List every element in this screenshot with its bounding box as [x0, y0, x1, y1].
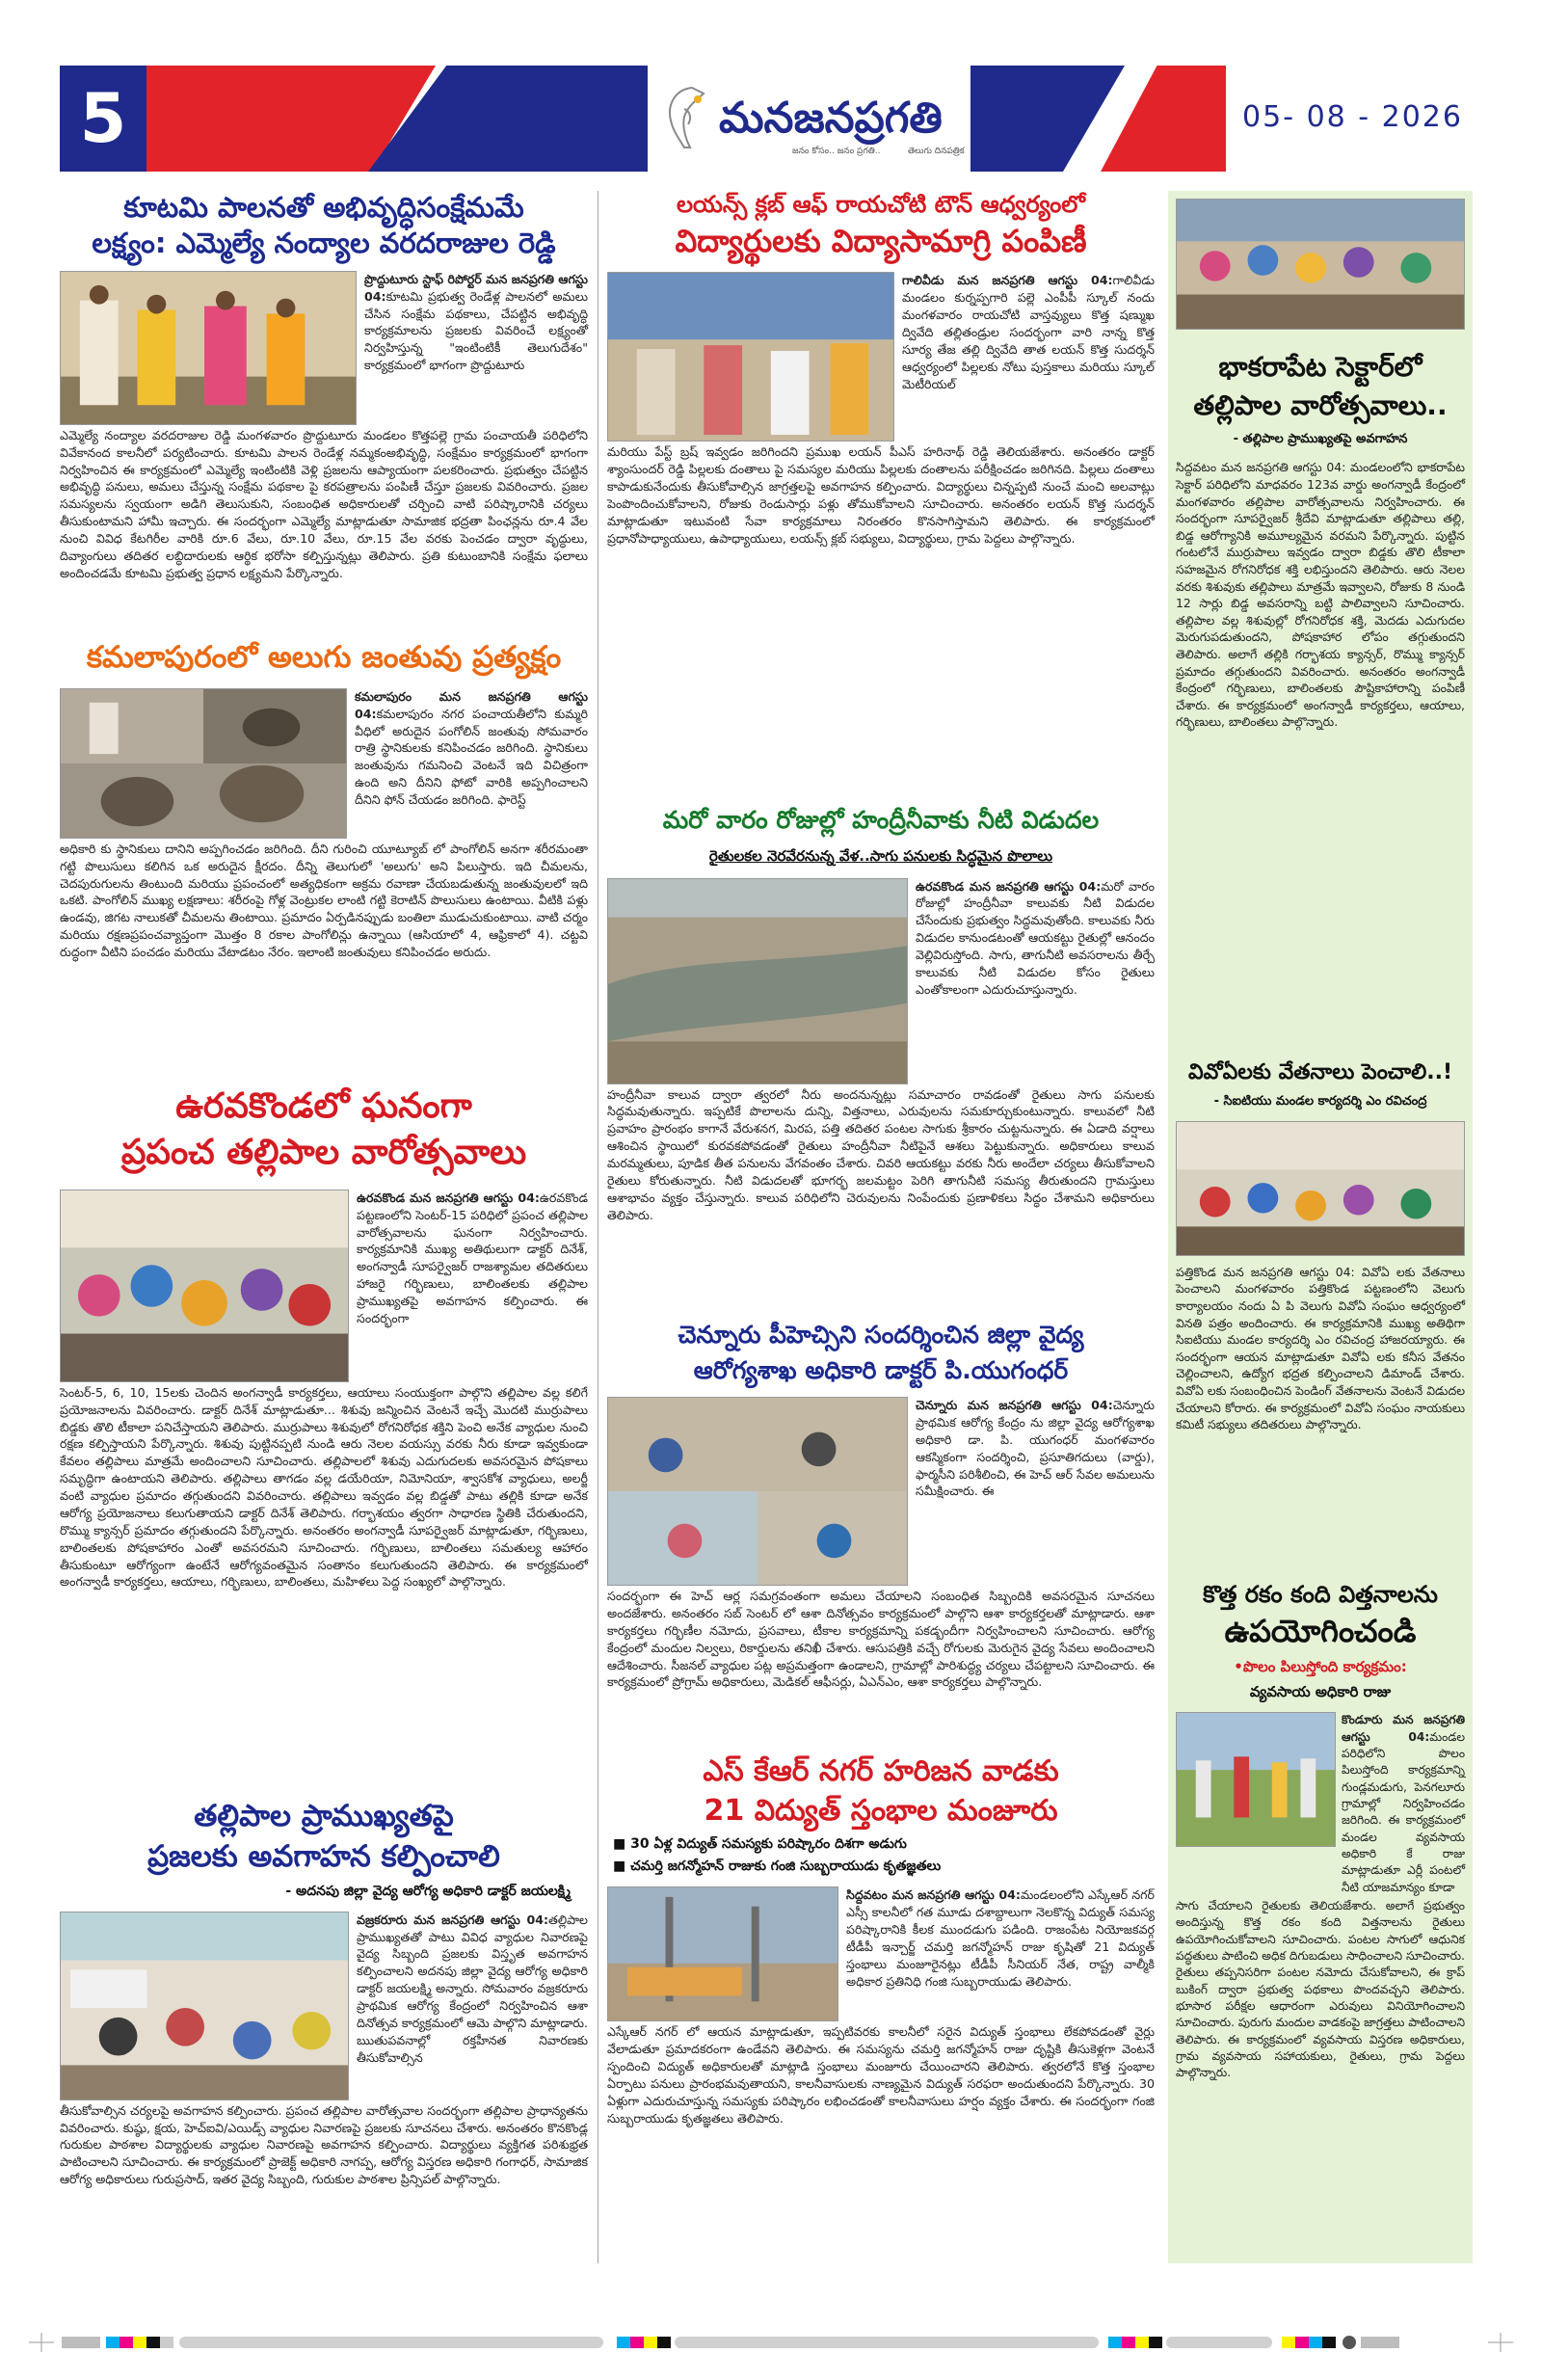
article-headline: ప్రపంచ తల్లిపాల వారోత్సవాలు: [120, 1132, 527, 1172]
article-headline: తల్లిపాల వారోత్సవాలు..: [1193, 389, 1448, 422]
sidebar-article-bhakarapeta: [1176, 199, 1465, 731]
article-photo: [607, 272, 894, 441]
article-dateline: ఉరవకొండ మన జనప్రగతి ఆగస్టు 04:: [357, 1190, 540, 1205]
article-headline: తల్లిపాల ప్రాముఖ్యతపై: [194, 1799, 454, 1833]
paper-logo: [648, 66, 970, 172]
article-lions-club: [607, 191, 1155, 548]
article-dateline: కమలాపురం మన జనప్రగతి ఆగస్టు 04:: [355, 688, 588, 721]
article-headline: భాకరాపేట సెక్టార్‌లో: [1218, 351, 1422, 383]
article-headline: లక్ష్యం: ఎమ్మెల్యే నంద్యాల వరదరాజుల రెడ్డి: [92, 227, 556, 260]
article-subhead: వ్యవసాయ అధికారి రాజు: [1249, 1683, 1392, 1701]
article-subhead: •పొలం పిలుస్తోంది కార్యక్రమం:: [1234, 1658, 1407, 1676]
masthead-red-band-right: [1101, 66, 1226, 172]
article-headline: విద్యార్థులకు విద్యాసామాగ్రి పంపిణీ: [675, 223, 1087, 260]
article-text: సందర్భంగా ఈ హెచ్ ఆర్ల సమగ్రవంతంగా అమలు చేయాలని సంబంధిత సిబ్బందికి అవసరమైన సూచనలు అందజేశారు. అనంతరం సబ్ సెంటర్ లో ఆశా దినోత్సవం కార్యక్రమంలో పాల్గొని ఆశా కార్యకర్తలతో మాట్లాడారు. ఆశా కార్యకర్తలు గర్భిణీల నమోదు, ప్రసవాలు, టీకాల కార్యక్రమాన్ని పకడ్బందీగా నిర్వహించాలని సూచించారు. ఆరోగ్య కేంద్రంలో మందుల నిల్వలు, రికార్డులను తనిఖీ చేశారు. ఆసుపత్రికి వచ్చే రోగులకు మెరుగైన వైద్య సేవలు అందించాలని ఆదేశించారు. సీజనల్ వ్యాధుల పట్ల అప్రమత్తంగా ఉండాలని, గ్రామాల్లో పారిశుద్ధ్య చర్యలు చేపట్టాలని సూచించారు. ఈ కార్యక్రమంలో ప్రోగ్రామ్ అధికారులు, మెడికల్ ఆఫీసర్లు, ఏఎన్ఎం, ఆశా కార్యకర్తలు పాల్గొన్నారు.: [607, 1589, 1155, 1690]
article-bullet: ■ చమర్తి జగన్మోహన్ రాజుకు గంజి సుబ్బరాయుడు కృతజ్ఞతలు: [613, 1859, 942, 1875]
paper-tagline-right: తెలుగు దినపత్రిక: [908, 147, 965, 156]
article-photo: [60, 1190, 349, 1382]
article-chennur-phc: [607, 1321, 1155, 1691]
article-uravakonda: [60, 1085, 588, 1591]
article-photo: [1176, 1712, 1336, 1847]
article-text: గాలివీడు మండలం కుర్నప్పగారి పల్లె ఎంపీపీ స్కూల్ నందు మంగళవారం రాయచోటి వాస్తవ్యులు కొత్త షణ్ముఖ ద్వివేది తల్లితండ్రుల సందర్భంగా వారి నాన్న కొత్త సూర్య తేజ తల్లి ద్వివేది తాత లయన్ కొత్త సుదర్శన్ ఆధ్వర్యంలో పిల్లలకు నోటు పుస్తకాలు మరియు స్కూల్ మెటీరియల్: [902, 273, 1155, 391]
article-headline: ఉరవకొండలో ఘనంగా: [175, 1086, 472, 1126]
sidebar-article-seeds: [1176, 1581, 1465, 2082]
article-headline: వివోఏలకు వేతనాలు పెంచాలి..!: [1187, 1060, 1452, 1084]
article-text: అధికారి కు స్థానికులు దానిని అప్పగించడం జరిగింది. దీని గురించి యూట్యూబ్ లో పాంగోలిన్ అనగా శరీరమంతా గట్టి పొలుసులు కలిగిన ఒక అరుదైన క్షీరదం. దీన్ని తెలుగులో 'అలుగు' అని పిలుస్తారు. ఇది చీమలను, చెదపురుగులను తింటుంది మరియు ప్రపంచంలో అత్యధికంగా అక్రమ రవాణా చేయబడుతున్న జంతువులలో ఇది ఒకటి. పాంగోలిన్ ముఖ్య లక్షణాలు: శరీరంపై గోళ్ల వెంట్రుకల లాంటి గట్టి కెరాటిన్ పొలుసులు ఉంటాయి. వీటికి పళ్లు ఉండవు, జిగట నాలుకతో చీమలను తింటాయి. ప్రమాదం ఏర్పడినప్పుడు బంతిలా ముడుచుకుంటాయి. వాటి చర్మం మరియు రక్షణప్రపంచవ్యాప్తంగా మొత్తం 8 రకాల పాంగోలిన్లు ఉన్నాయి (ఆసియాలో 4, ఆఫ్రికాలో 4). చట్టవి రుద్ధంగా వీటిని పంచడం మరియు వేటాడటం నేరం. ఇలాంటి జంతువులు కనిపించడం అరుదు.: [60, 841, 588, 960]
print-registration-marks: [0, 2331, 1542, 2354]
article-headline: కొత్త రకం కంది విత్తనాలను: [1203, 1581, 1438, 1608]
article-skr-nagar: [607, 1754, 1155, 2126]
article-subhead: - సిఐటియు మండల కార్యదర్శి ఎం రవిచంద్ర: [1213, 1093, 1427, 1109]
article-text: ఎమ్మెల్యే నంద్యాల వరదరాజుల రెడ్డి మంగళవారం ప్రొద్దుటూరు మండలం కొత్తపల్లె గ్రామ పంచాయతీ పరిధిలోని వివేకానంద కాలనీలో పర్యటించారు. కూటమి పాలన రెండేళ్ల నమ్మకంఅభివృద్ధి, సంక్షేమం కార్యక్రమంలో భాగంగా నిర్వహించిన ఈ కార్యక్రమంలో ఎమ్మెల్యే ఇంటింటికి వెళ్లి ప్రజలను ఆప్యాయంగా పలకరించారు. ప్రభుత్వం చేపట్టిన అభివృద్ధి పనులు, అమలు చేస్తున్న సంక్షేమ పథకాల పై కరపత్రాలను పంపిణీ చేస్తూ ప్రజలకు వివరించారు. ప్రజల సమస్యలను స్వయంగా అడిగి తెలుసుకుని, సంబంధిత అధికారులతో చర్చించి వాటి పరిష్కారానికి చర్యలు తీసుకుంటామని హామీ ఇచ్చారు. ఈ సందర్భంగా ఎమ్మెల్యే మాట్లాడుతూ సామాజిక భద్రతా పింఛన్లను రూ.4 వేల నుంచి వివిధ కేటగిరీల వారికి రూ.6 వేలు, రూ.10 వేలు, రూ.15 వేల వరకు పెంచడం ద్వారా వృద్ధులు, దివ్యాంగులు తదితర లబ్ధిదారులకు ఆర్థిక భరోసా కల్పిస్తున్నట్లు తెలిపారు. ప్రతి కుటుంబానికి సంక్షేమ ఫలాలు అందించడమే కూటమి ప్రభుత్వ ప్రధాన లక్ష్యమని పేర్కొన్నారు.: [60, 427, 588, 580]
article-text: మరియు పేస్ట్ బ్రష్ ఇవ్వడం జరిగిందని ప్రముఖ లయన్ పీఎస్ హరినాథ్ రెడ్డి తెలియజేశారు. అనంతరం డాక్టర్ శ్యాంసుందర్ రెడ్డి పిల్లలకు దంతాలు పై సమస్యల మరియు పిల్లలకు దంతాలను పరీక్షించడం జరిగినది. పిల్లలు దంతాలు కాపాడుకునేందుకు తీసుకోవాల్సిన జాగ్రత్తలపై అవగాహన కల్పించారు. విద్యార్థులు చిన్నప్పటి నుంచే మంచి అలవాట్లు పెంపొందించుకోవాలని, రోజుకు రెండుసార్లు పళ్లు తోముకోవాలని సూచించారు. అనంతరం లయన్ కొత్త సుదర్శన్ మాట్లాడుతూ ఇటువంటి సేవా కార్యక్రమాలు నిరంతరం కొనసాగిస్తామని తెలిపారు. ఈ కార్యక్రమంలో ప్రధానోపాధ్యాయులు, ఉపాధ్యాయులు, లయన్స్ క్లబ్ సభ్యులు, విద్యార్థులు, గ్రామ పెద్దలు పాల్గొన్నారు.: [607, 444, 1155, 546]
article-photo: [607, 878, 908, 1084]
paper-tagline: జనం కోసం.. జనం ప్రగతి..: [792, 147, 881, 156]
article-text: సెంటర్-5, 6, 10, 15లకు చెందిన అంగన్వాడీ కార్యకర్తలు, ఆయాలు సంయుక్తంగా పాల్గొని తల్లిపాల వల్ల కలిగే ప్రయోజనాలను వివరించారు. డాక్టర్ దినేశ్ మాట్లాడుతూ... శిశువు జన్మించిన వెంటనే ఇచ్చే మొదటి ముర్రుపాలు బిడ్డకు తొలి టీకాలా పనిచేస్తాయని తెలిపారు. ముర్రుపాలు శిశువులో రోగనిరోధక శక్తిని పెంచి అనేక వ్యాధుల నుంచి రక్షణ కల్పిస్తాయని పేర్కొన్నారు. శిశువు పుట్టినప్పటి నుండి ఆరు నెలల వయస్సు వరకు నీరు కూడా ఇవ్వకుండా కేవలం తల్లిపాలు మాత్రమే అందించాలని సూచించారు. తల్లిపాలలో శిశువు ఎదుగుదలకు అవసరమైన పోషకాలు సమృద్ధిగా ఉంటాయని తెలిపారు. తల్లిపాలు తాగడం వల్ల డయేరియా, నిమోనియా, శ్వాసకోశ వ్యాధులు, అలర్జీ వంటి వ్యాధుల ప్రమాదం తగ్గుతుందని వివరించారు. తల్లిపాలు ఇవ్వడం వల్ల బిడ్డతో పాటు తల్లికి కూడా అనేక ఆరోగ్య ప్రయోజనాలు కలుగుతాయని డాక్టర్ దినేశ్ తెలిపారు. గర్భాశయం త్వరగా సాధారణ స్థితికి చేరుతుందని, రొమ్ము క్యాన్సర్ ప్రమాదం తగ్గుతుందని పేర్కొన్నారు. అనంతరం అంగన్వాడీ సూపర్వైజర్ మాట్లాడుతూ, గర్భిణులు, బాలింతలకు పోషకాహారం ఎంతో అవసరమని సూచించారు. గర్భిణులు, బాలింతలు సమతుల్య ఆహారం తీసుకుంటూ ఆరోగ్యంగా ఉంటేనే ఆరోగ్యవంతమైన సంతానం కలుగుతుందని తెలిపారు. ఈ కార్యక్రమంలో అంగన్వాడీ కార్యకర్తలు, ఆయాలు, గర్భిణులు, బాలింతలు, మహిళలు పెద్ద సంఖ్యలో పాల్గొన్నారు.: [60, 1384, 588, 1590]
article-photo: [60, 688, 347, 839]
article-photo: [607, 1886, 838, 2021]
article-text: చెన్నూరు ప్రాథమిక ఆరోగ్య కేంద్రం ను జిల్లా వైద్య ఆరోగ్యశాఖ అధికారి డా. పి. యుగంధర్ మంగళవారం ఆకస్మికంగా సందర్శించి, ప్రసూతిగదులు (వార్డు), ఫార్మసీని పరిశీలించి, ఈ హెచ్ ఆర్ సేవల అమలును సమీక్షించారు. ఈ: [916, 1398, 1155, 1499]
article-headline: చెన్నూరు పీహెచ్సిని సందర్శించిన జిల్లా వైద్య: [678, 1321, 1084, 1349]
article-headline: 21 విద్యుత్ స్తంభాల మంజూరు: [704, 1793, 1058, 1828]
article-text: మండలంలోని ఎస్కేఆర్ నగర్ ఎస్సీ కాలనీలో గత మూడు దశాబ్దాలుగా నెలకొన్న విద్యుత్ సమస్య పరిష్కారానికి కీలక ముందడుగు పడింది. రాజంపేట నియోజకవర్గ టీడీపీ ఇన్చార్జ్ చమర్తి జగన్మోహన్ రాజు కృషితో 21 విద్యుత్ స్తంభాలు మంజూరైనట్లు టీడీపీ సీనియర్ నేత, రాష్ట్ర వాల్మీకి అధికార ప్రతినిధి గంజి సుబ్బరాయుడు తెలిపారు.: [846, 1887, 1155, 1989]
article-headline: కమలాపురంలో అలుగు జంతువు ప్రత్యక్షం: [86, 640, 562, 675]
article-subhead: - అదనపు జిల్లా వైద్య ఆరోగ్య అధికారి డాక్టర్ జయలక్ష్మి: [285, 1883, 571, 1899]
sidebar-article-vo-wages: [1176, 1060, 1465, 1433]
article-bullet: ■ 30 ఏళ్ల విద్యుత్ సమస్యకు పరిష్కారం దిశగా అడుగు: [613, 1836, 907, 1853]
article-photo: [60, 271, 357, 425]
article-headline: ఎస్ కేఆర్ నగర్ హరిజన వాడకు: [703, 1754, 1059, 1788]
bullet-text: 30 ఏళ్ల విద్యుత్ సమస్యకు పరిష్కారం దిశగా అడుగు: [630, 1836, 907, 1853]
article-headline: మరో వారం రోజుల్లో హంద్రీనీవాకు నీటి విడుదల: [662, 806, 1100, 834]
page-number: 5: [60, 66, 146, 172]
masthead: [60, 66, 1482, 172]
article-subhead: రైతులకల నెరవేరనున్న వేళ..సాగు పనులకు సిద్ధమైన పొలాలు: [708, 846, 1053, 865]
article-headline: ప్రజలకు అవగాహన కల్పించాలి: [147, 1838, 500, 1874]
paper-name: మనజనప్రగతి: [719, 94, 943, 143]
article-text: ఎస్కేఆర్ నగర్ లో ఆయన మాట్లాడుతూ, ఇప్పటివరకు కాలనీలో సరైన విద్యుత్ స్తంభాలు లేకపోవడంతో వైర్లు వేలాడుతూ ప్రమాదకరంగా ఉండేవని తెలిపారు. ఈ సమస్యను చమర్తి జగన్మోహన్ రాజు దృష్టికి తీసుకెళ్లగా వెంటనే స్పందించి విద్యుత్ అధికారులతో మాట్లాడి స్తంభాలు మంజూరు చేయించారని తెలిపారు. త్వరలోనే కొత్త స్తంభాల ఏర్పాటు పనులు ప్రారంభమవుతాయని, కాలనీవాసులకు నాణ్యమైన విద్యుత్ సరఫరా అందుతుందని పేర్కొన్నారు. 30 ఏళ్లుగా ఎదురుచూస్తున్న సమస్యకు పరిష్కారం లభించడంతో కాలనీవాసులు హర్షం వ్యక్తం చేశారు. ఈ సందర్భంగా గంజి సుబ్బరాయుడు కృతజ్ఞతలు తెలిపారు.: [607, 2024, 1155, 2126]
article-dateline: చెన్నూరు మన జనప్రగతి ఆగస్టు 04:: [916, 1398, 1113, 1412]
article-text: మండల పరిధిలోని పొలం పిలుస్తోంది కార్యక్రమాన్ని గుండ్లమడుగు, పెనగలూరు గ్రామాల్లో నిర్వహించడం జరిగింది. ఈ కార్యక్రమంలో మండల వ్యవసాయ అధికారి కే రాజు మాట్లాడుతూ ఎర్లీ పంటలో నీటి యాజమాన్యం కూడా: [1342, 1729, 1465, 1894]
article-dateline: ప్రొద్దుటూరు స్టాఫ్ రిపోర్టర్ మన జనప్రగతి ఆగస్టు 04:: [364, 271, 588, 304]
masthead-blue-band-right: [970, 66, 1125, 172]
article-text: తల్లిపాల ప్రాముఖ్యతతో పాటు వివిధ వ్యాధుల నివారణపై వైద్య సిబ్బంది ప్రజలకు విస్తృత అవగాహన కల్పించాలని అదనపు జిల్లా వైద్య ఆరోగ్య అధికారి డాక్టర్ జయలక్ష్మి అన్నారు. సోమవారం వజ్రకరూరు ప్రాథమిక ఆరోగ్య కేంద్రంలో నిర్వహించిన ఆశా దినోత్సవ కార్యక్రమంలో ఆమె పాల్గొని మాట్లాడారు. ఋతుపవనాల్లో రక్తహీనత నివారణకు తీసుకోవాల్సిన: [357, 1912, 588, 2065]
article-pangolin: [60, 640, 588, 961]
article-dateline: ఉరవకొండ మన జనప్రగతి ఆగస్టు 04:: [916, 878, 1102, 894]
article-text: కమలాపురం నగర పంచాయతీలోని కుమ్మరి వీధిలో అరుదైన పంగోలిన్ జంతువు సోమవారం రాత్రి స్థానికులకు కనిపించడం జరిగింది. స్థానికులు జంతువును గమనించి వెంటనే ఇది విచిత్రంగా ఉంది అని దీనిని ఫోటో వారికి అప్పగించాలని దీనిని ఫోన్ చేయడం జరిగింది. ఫారెస్ట్: [355, 706, 588, 808]
article-text: సాగు చేయాలని రైతులకు తెలియజేశారు. అలాగే ప్రభుత్వం అందిస్తున్న కొత్త రకం కంది విత్తనాలను రైతులు ఉపయోగించుకోవాలని సూచించారు. పంటల సాగులో ఆధునిక పద్ధతులు పాటించి అధిక దిగుబడులు సాధించాలని సూచించారు. రైతులు తప్పనిసరిగా పంటల నమోదు చేసుకోవాలని, ఈ క్రాప్ బుకింగ్ ద్వారా ప్రభుత్వ పథకాలు పొందవచ్చని తెలిపారు. భూసార పరీక్షల ఆధారంగా ఎరువులు వినియోగించాలని సూచించారు. పురుగు మందుల వాడకంపై జాగ్రత్తలు పాటించాలని తెలిపారు. ఈ కార్యక్రమంలో వ్యవసాయ విస్తరణ అధికారులు, గ్రామ వ్యవసాయ సహాయకులు, రైతులు, గ్రామ పెద్దలు పాల్గొన్నారు.: [1176, 1898, 1465, 2080]
article-photo: [1176, 1121, 1465, 1256]
article-text: ఉరవకొండ పట్టణంలోని సెంటర్-15 పరిధిలో ప్రపంచ తల్లిపాల వారోత్సవాలను ఘనంగా నిర్వహించారు. కార్యక్రమానికి ముఖ్య అతిథులుగా డాక్టర్ దినేశ్, అంగన్వాడీ సూపర్వైజర్ రాజశ్యామల తదితరులు హాజరై గర్భిణులు, బాలింతలకు తల్లిపాల ప్రాముఖ్యతపై అవగాహన కల్పించారు. ఈ సందర్భంగా: [357, 1190, 588, 1325]
article-text: హంద్రీనీవా కాలువ ద్వారా త్వరలో నీరు అందనున్నట్లు సమాచారం రావడంతో రైతులు సాగు పనులకు సిద్ధమవుతున్నారు. ఇప్పటికే పొలాలను దున్ని, విత్తనాలు, ఎరువులను సమకూర్చుకుంటున్నారు. కాలువలో నీటి ప్రవాహం ప్రారంభం కాగానే వేరుశనగ, మిరప, పత్తి తదితర పంటల సాగుకు శ్రీకారం చుట్టనున్నారు. ఈ ఏడాది వర్షాలు ఆశించిన స్థాయిలో కురవకపోవడంతో రైతులు హంద్రీనీవా నీటిపైనే ఆశలు పెట్టుకున్నారు. అధికారులు కాలువ మరమ్మతులు, పూడిక తీత పనులను వేగవంతం చేశారు. చివరి ఆయకట్టు వరకు నీరు అందేలా చర్యలు తీసుకోవాలని రైతులు కోరుతున్నారు. నీటి విడుదలతో భూగర్భ జలమట్టం పెరిగి తాగునీటి సమస్య తీరుతుందని గ్రామస్తులు ఆశాభావం వ్యక్తం చేస్తున్నారు. కాలువ పరిధిలోని చెరువులను నింపేందుకు ప్రణాళికలు సిద్ధం చేశామని అధికారులు తెలిపారు.: [607, 1086, 1155, 1222]
article-dateline: గాలివీడు మన జనప్రగతి ఆగస్టు 04:: [902, 273, 1113, 288]
bullet-text: చమర్తి జగన్మోహన్ రాజుకు గంజి సుబ్బరాయుడు కృతజ్ఞతలు: [630, 1859, 942, 1875]
article-text: కూటమి ప్రభుత్వ రెండేళ్ల పాలనలో అమలు చేసిన సంక్షేమ పథకాలు, చేపట్టిన అభివృద్ధి కార్యక్రమాలను ప్రజలకు వివరించే లక్ష్యంతో నిర్వహిస్తున్న "ఇంటింటికీ తెలుగుదేశం" కార్యక్రమంలో భాగంగా ప్రొద్దుటూరు: [364, 288, 588, 373]
issue-date: 05- 08 - 2026: [1242, 100, 1463, 134]
article-headline: లయన్స్ క్లబ్ ఆఫ్ రాయచోటి టౌన్ ఆధ్వర్యంలో: [676, 191, 1085, 218]
article-headline: ఆరోగ్యశాఖ అధికారి డాక్టర్ పి.యుగంధర్: [693, 1355, 1069, 1384]
article-kutami: [60, 191, 588, 582]
article-handri-neeva: [607, 806, 1155, 1224]
logo-face-icon: [655, 80, 713, 157]
article-text: మరో వారం రోజుల్లో హంద్రీనీవా కాలువకు నీటి విడుదల చేసేందుకు ప్రభుత్వం సిద్ధమవుతోంది. కాలువకు నీరు విడుదల కానుండటంతో ఆయకట్టు రైతుల్లో ఆనందం వెల్లివిరుస్తోంది. సాగు, తాగునీటి అవసరాలను తీర్చే కాలువకు నీటి విడుదల కోసం రైతులు ఎంతోకాలంగా ఎదురుచూస్తున్నారు.: [916, 878, 1155, 997]
article-dateline: కొండూరు మన జనప్రగతి ఆగస్టు 04:: [1342, 1713, 1465, 1744]
article-photo: [607, 1397, 908, 1586]
article-text: సిద్దవటం మన జనప్రగతి ఆగస్టు 04: మండలంలోని భాకరాపేట సెక్టార్ పరిధిలోని మాధవరం 123వ వార్డు అంగన్వాడీ కేంద్రంలో మంగళవారం తల్లిపాల వారోత్సవాలను నిర్వహించారు. ఈ సందర్భంగా సూపర్వైజర్ శ్రీదేవి మాట్లాడుతూ తల్లిపాలు తల్లి, బిడ్డ ఆరోగ్యానికి అమూల్యమైన వరమని పేర్కొన్నారు. పుట్టిన గంటలోనే ముర్రుపాలు ఇవ్వడం ద్వారా బిడ్డకు తొలి టీకాలా సహజమైన రోగనిరోధక శక్తి లభిస్తుందని తెలిపారు. ఆరు నెలల వరకు శిశువుకు తల్లిపాలు మాత్రమే ఇవ్వాలని, రోజుకు 8 నుండి 12 సార్లు బిడ్డ అవసరాన్ని బట్టి పాలివ్వాలని సూచించారు. తల్లిపాల వల్ల శిశువుల్లో రోగనిరోధక శక్తి, మెదడు ఎదుగుదల మెరుగుపడుతుందని, పోషకాహార లోపం తగ్గుతుందని తెలిపారు. అలాగే తల్లికి గర్భాశయ క్యాన్సర్, రొమ్ము క్యాన్సర్ ప్రమాదం తగ్గుతుందని వివరించారు. అనంతరం అంగన్వాడీ కేంద్రంలో గర్భిణులు, బాలింతలకు పౌష్టికాహారాన్ని పంపిణీ చేశారు. ఈ కార్యక్రమంలో అంగన్వాడీ కార్యకర్తలు, ఆయాలు, గర్భిణులు, బాలింతలు పాల్గొన్నారు.: [1176, 460, 1465, 730]
article-headline: కూటమి పాలనతో అభివృద్ధిసంక్షేమమే: [123, 191, 524, 224]
article-photo: [60, 1912, 349, 2100]
article-dateline: వజ్రకరూరు మన జనప్రగతి ఆగస్టు 04:: [357, 1912, 549, 1927]
article-text: పత్తికొండ మన జనప్రగతి ఆగస్టు 04: వివోఏ లకు వేతనాలు పెంచాలని మంగళవారం పత్తికొండ పట్టణంలోని వెలుగు కార్యాలయం నందు ఏ పి వెలుగు వివోఏ సంఘం ఆధ్వర్యంలో వినతి పత్రం అందించారు. ఈ కార్యక్రమానికి ముఖ్య అతిథిగా సిఐటియు మండల కార్యదర్శి ఎం రవిచంద్ర హాజరయ్యారు. ఈ సందర్భంగా ఆయన మాట్లాడుతూ వివోఏ లకు కనీస వేతనం చెల్లించాలని, ఉద్యోగ భద్రత కల్పించాలని డిమాండ్ చేశారు. వివోఏ లకు సంబంధించిన పెండింగ్ వేతనాలను వెంటనే విడుదల చేయాలని కోరారు. ఈ కార్యక్రమంలో వివోఏ సంఘం నాయకులు కమిటీ సభ్యులు తదితరులు పాల్గొన్నారు.: [1176, 1264, 1465, 1432]
article-subhead: - తల్లిపాల ప్రాముఖ్యతపై అవగాహన: [1233, 432, 1408, 447]
article-breastfeeding-awareness: [60, 1799, 588, 2188]
article-photo: [1176, 199, 1465, 330]
article-dateline: సిద్దవటం మన జనప్రగతి ఆగస్టు 04:: [846, 1887, 1021, 1903]
article-headline: ఉపయోగించండి: [1224, 1613, 1417, 1650]
article-text: తీసుకోవాల్సిన చర్యలపై అవగాహన కల్పించారు. ప్రపంచ తల్లిపాల వారోత్సవాల సందర్భంగా తల్లిపాల ప్రాధాన్యతను వివరించారు. కుష్ఠు, క్షయ, హెచ్ఐవి/ఎయిడ్స్ వ్యాధుల నివారణపై ప్రజలకు సూచనలు చేశారు. అనంతరం కొనకొండ్ల గురుకుల పాఠశాల విద్యార్థులకు వ్యాధుల నివారణపై అవగాహన కల్పించారు. విద్యార్థులు వ్యక్తిగత పరిశుభ్రత పాటించాలని సూచించారు. ఈ కార్యక్రమంలో ప్రాజెక్ట్ అధికారి నాగప్ప, ఆరోగ్య విస్తరణ అధికారి గంగాధర్, సామాజిక ఆరోగ్య అధికారులు గురుప్రసాద్, ఇతర వైద్య సిబ్బంది, గురుకుల పాఠశాల ప్రిన్సిపల్ పాల్గొన్నారు.: [60, 2102, 588, 2187]
